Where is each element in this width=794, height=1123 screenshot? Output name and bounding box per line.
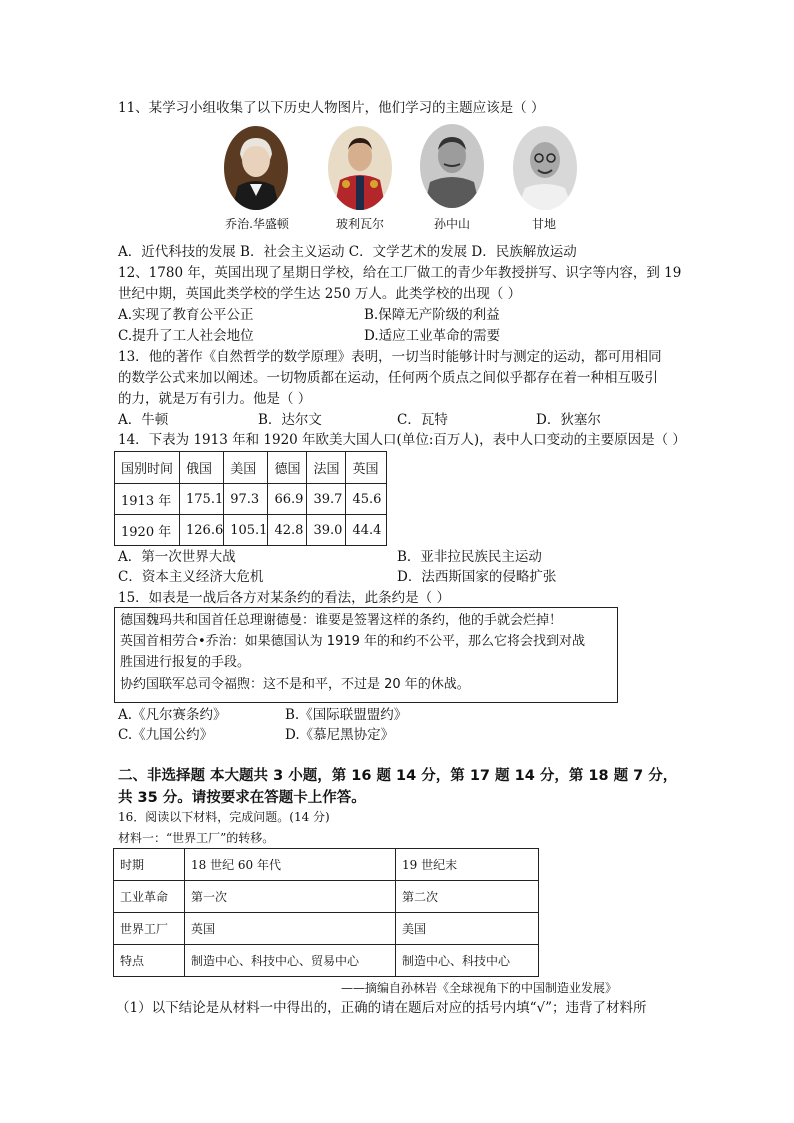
table-cell: 世界工厂 (114, 913, 185, 945)
table-header: 德国 (268, 452, 307, 484)
table-cell: 66.9 (268, 484, 307, 515)
table-cell: 18 世纪 60 年代 (185, 849, 396, 881)
quote-line: 胜国进行报复的手段。 (120, 655, 251, 670)
q13-option-c: C．瓦特 (397, 412, 448, 428)
q13-option-a: A．牛顿 (118, 412, 169, 428)
figure-caption-sun-yat-sen: 孙中山 (433, 217, 470, 231)
section2-heading-line2: 共 35 分。请按要求在答题卡上作答。 (118, 790, 366, 806)
table-header: 美国 (224, 452, 268, 484)
table-cell: 44.4 (346, 515, 387, 546)
table-cell: 第一次 (185, 881, 396, 913)
figure-caption-bolivar: 玻利瓦尔 (335, 217, 384, 231)
q13-line2: 的数学公式来加以阐述。一切物质都在运动，任何两个质点之间似乎都存在着一种相互吸引 (118, 370, 658, 386)
q12-option-a: A.实现了教育公平公正 (118, 307, 254, 323)
figure-caption-washington: 乔治.华盛顿 (225, 217, 289, 231)
table-cell: 97.3 (224, 484, 268, 515)
gandhi-portrait-icon (513, 126, 577, 210)
table-cell: 英国 (185, 913, 396, 945)
q16-material1: 材料一：“世界工厂”的转移。 (118, 831, 275, 845)
quote-line: 英国首相劳合•乔治：如果德国认为 1919 年的和约不公平，那么它将会找到对战 (120, 634, 586, 649)
bolivar-portrait-icon (328, 126, 392, 210)
q13-line3: 的力，就是万有引力。他是（ ） (118, 391, 312, 407)
section2-heading-line1: 二、非选择题 本大题共 3 小题，第 16 题 14 分，第 17 题 14 分，第 18 题 7 分， (118, 768, 678, 784)
q12-option-d: D.适应工业革命的需要 (364, 328, 501, 344)
q13-option-d: D．狄塞尔 (536, 412, 601, 428)
quote-line: 德国魏玛共和国首任总理谢德曼：谁要是签署这样的条约，他的手就会烂掉！ (120, 613, 563, 628)
table-cell: 时期 (114, 849, 185, 881)
table-cell: 42.8 (268, 515, 307, 546)
q11-options: A．近代科技的发展 B．社会主义运动 C．文学艺术的发展 D．民族解放运动 (118, 244, 577, 260)
q12-line1: 12、1780 年，英国出现了星期日学校，给在工厂做工的青少年教授拼写、识字等内容，到 19 (118, 265, 682, 281)
washington-portrait-icon (224, 126, 288, 210)
table-cell: 工业革命 (114, 881, 185, 913)
figure-caption-gandhi: 甘地 (531, 217, 556, 231)
q12-option-c: C.提升了工人社会地位 (118, 328, 254, 344)
q15-option-b: B.《国际联盟盟约》 (285, 707, 408, 723)
q13-option-b: B．达尔文 (258, 412, 322, 428)
q11-stem: 11、某学习小组收集了以下历史人物图片，他们学习的主题应该是（ ） (118, 100, 545, 116)
q16-world-factory-table (113, 848, 539, 977)
table-cell: 1913 年 (115, 484, 180, 515)
q15-option-c: C.《九国公约》 (118, 727, 214, 743)
table-header: 国别时间 (115, 452, 180, 484)
table-cell: 39.7 (307, 484, 346, 515)
q15-option-d: D.《慕尼黑协定》 (285, 727, 395, 743)
quote-line: 协约国联军总司令福煦：这不是和平，不过是 20 年的休战。 (120, 677, 470, 692)
table-cell: 制造中心、科技中心 (396, 945, 539, 977)
table-cell: 175.1 (180, 484, 224, 515)
table-row (114, 913, 539, 945)
table-cell: 1920 年 (115, 515, 180, 546)
table-header: 英国 (346, 452, 387, 484)
table-cell: 19 世纪末 (396, 849, 539, 881)
table-row (115, 515, 387, 546)
table-cell: 制造中心、科技中心、贸易中心 (185, 945, 396, 977)
table-row (114, 945, 539, 977)
q12-option-b: B.保障无产阶级的利益 (364, 307, 500, 323)
table-cell: 特点 (114, 945, 185, 977)
q14-option-c: C．资本主义经济大危机 (118, 569, 264, 585)
q14-option-d: D．法西斯国家的侵略扩张 (397, 569, 557, 585)
q15-stem: 15．如表是一战后各方对某条约的看法，此条约是（ ） (118, 590, 450, 606)
table-cell: 美国 (396, 913, 539, 945)
q14-option-a: A．第一次世界大战 (118, 549, 236, 565)
table-cell: 39.0 (307, 515, 346, 546)
q13-line1: 13．他的著作《自然哲学的数学原理》表明，一切当时能够计时与测定的运动，都可用相同 (118, 349, 662, 365)
q14-option-b: B．亚非拉民族民主运动 (397, 549, 542, 565)
table-cell: 45.6 (346, 484, 387, 515)
q16-subquestion-1: （1）以下结论是从材料一中得出的，正确的请在题后对应的括号内填“√”；违背了材料所 (116, 1000, 647, 1016)
q16-stem: 16．阅读以下材料，完成问题。(14 分) (118, 810, 330, 824)
q15-quote-box (114, 607, 618, 703)
q12-line2: 世纪中期，英国此类学校的学生达 250 万人。此类学校的出现（ ） (118, 286, 522, 302)
table-row (114, 849, 539, 881)
sun-yat-sen-portrait-icon (420, 124, 484, 208)
table-cell: 126.6 (180, 515, 224, 546)
table-cell: 105.1 (224, 515, 268, 546)
table-header: 法国 (307, 452, 346, 484)
table-row (115, 484, 387, 515)
q14-stem: 14．下表为 1913 年和 1920 年欧美大国人口(单位:百万人)，表中人口变动的主要原因是（ ） (118, 432, 686, 448)
table-cell: 第二次 (396, 881, 539, 913)
table-row (114, 881, 539, 913)
table-header: 俄国 (180, 452, 224, 484)
q16-source: ——摘编自孙林岩《全球视角下的中国制造业发展》 (341, 981, 618, 995)
q14-population-table (114, 451, 387, 546)
q15-option-a: A.《凡尔赛条约》 (118, 707, 227, 723)
